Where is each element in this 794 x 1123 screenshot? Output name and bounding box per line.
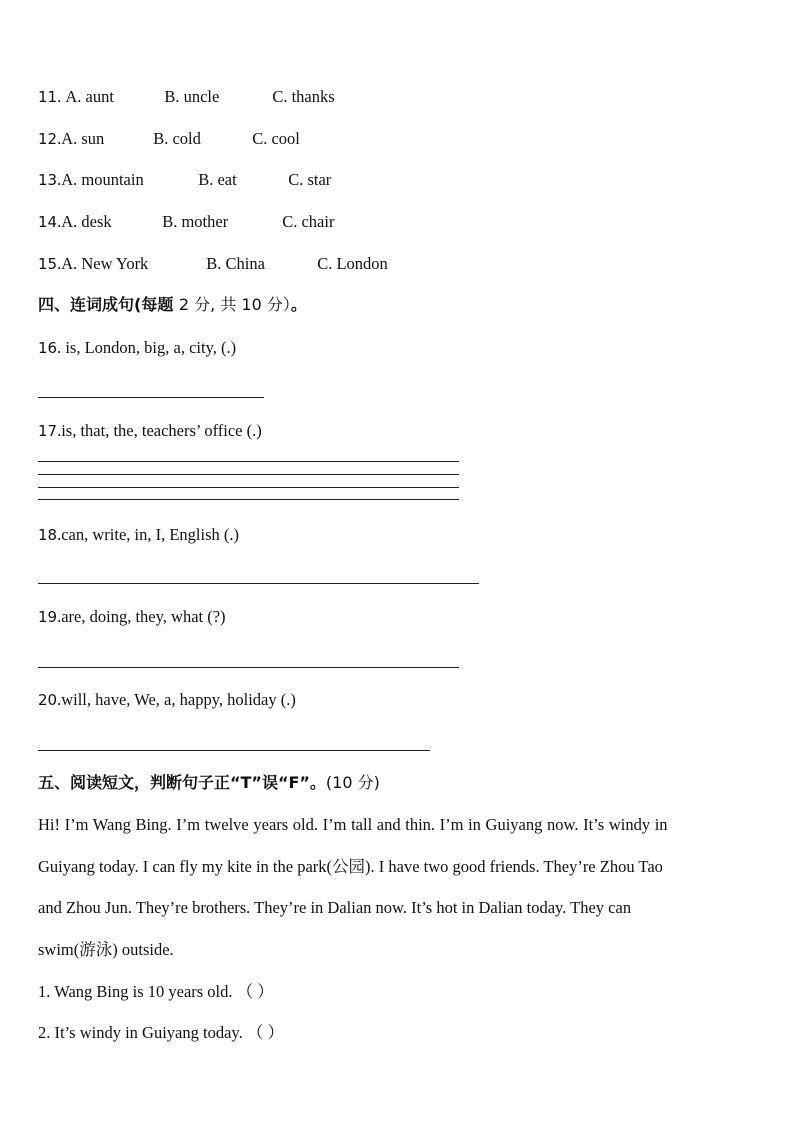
section-5-heading — [38, 772, 380, 794]
question-16 — [38, 337, 236, 359]
question-words: . is, London, big, a, city, (.) — [57, 338, 237, 357]
answer-line[interactable] — [38, 667, 459, 668]
passage-line-2: Guiyang today. I can fly my kite in the park(公园). I have two good friends. They’re Zhou Tao — [38, 857, 663, 876]
question-20 — [38, 689, 296, 711]
answer-line[interactable] — [38, 750, 430, 751]
option-a: A. desk — [61, 212, 112, 231]
question-words: .can, write, in, I, English (.) — [57, 525, 240, 544]
answer-parentheses[interactable]: （ ） — [236, 982, 274, 1001]
question-15 — [38, 253, 388, 275]
question-number: 18 — [38, 526, 58, 544]
option-b: B. uncle — [164, 87, 220, 106]
question-separator: . — [57, 129, 62, 148]
question-separator: . — [57, 87, 66, 106]
question-19 — [38, 606, 226, 628]
option-c: C. cool — [252, 129, 300, 148]
question-number: 13 — [38, 171, 58, 189]
option-a: A. aunt — [65, 87, 114, 106]
question-14 — [38, 211, 334, 233]
option-a: A. sun — [61, 129, 105, 148]
passage-line-1: Hi! I’m Wang Bing. I’m twelve years old. I’m tall and thin. I’m in Guiyang now. It’s windy in — [38, 815, 668, 834]
option-a: A. New York — [61, 254, 149, 273]
answer-line[interactable] — [38, 461, 459, 462]
question-separator: . — [57, 170, 62, 189]
question-number: 11 — [38, 88, 58, 106]
passage-line-3: and Zhou Jun. They’re brothers. They’re in Dalian now. It’s hot in Dalian today. They can — [38, 898, 632, 917]
answer-line[interactable] — [38, 487, 459, 488]
question-number: 14 — [38, 213, 58, 231]
option-b: B. mother — [162, 212, 229, 231]
tf-question-1 — [38, 981, 274, 1003]
question-11 — [38, 86, 335, 108]
answer-line[interactable] — [38, 474, 459, 475]
question-number: 16 — [38, 339, 58, 357]
tf-question-2 — [38, 1022, 284, 1044]
question-13 — [38, 169, 331, 191]
option-b: B. China — [206, 254, 265, 273]
answer-line[interactable] — [38, 397, 264, 398]
answer-line[interactable] — [38, 583, 479, 584]
tf-question-text: 1. Wang Bing is 10 years old. — [38, 982, 233, 1001]
question-separator: . — [57, 254, 62, 273]
option-c: C. London — [317, 254, 388, 273]
option-c: C. thanks — [272, 87, 335, 106]
question-number: 12 — [38, 130, 58, 148]
option-b: B. cold — [153, 129, 201, 148]
question-words: .will, have, We, a, happy, holiday (.) — [57, 690, 296, 709]
answer-line[interactable] — [38, 499, 459, 500]
question-separator: . — [57, 212, 62, 231]
question-17 — [38, 420, 262, 442]
question-18 — [38, 524, 239, 546]
question-words: .are, doing, they, what (?) — [57, 607, 226, 626]
section-4-points: 2 分, 共 10 分） — [178, 295, 291, 314]
section-4-heading — [38, 294, 307, 316]
answer-parentheses[interactable]: （ ） — [246, 1023, 284, 1042]
option-a: A. mountain — [61, 170, 144, 189]
section-5-title: 五、阅读短文，判断句子正“T”误“F”。 — [38, 773, 326, 792]
section-5-points: (10 分) — [325, 773, 380, 792]
question-number: 19 — [38, 608, 58, 626]
section-4-heading-end: 。 — [290, 295, 307, 314]
tf-question-text: 2. It’s windy in Guiyang today. — [38, 1023, 243, 1042]
question-number: 17 — [38, 422, 58, 440]
option-b: B. eat — [198, 170, 237, 189]
question-12 — [38, 128, 300, 150]
question-number: 20 — [38, 691, 58, 709]
section-4-title: 四、连词成句(每题 — [38, 295, 174, 314]
passage-line-4: swim(游泳) outside. — [38, 940, 174, 959]
question-number: 15 — [38, 255, 58, 273]
option-c: C. star — [288, 170, 332, 189]
option-c: C. chair — [282, 212, 335, 231]
question-words: .is, that, the, teachers’ office (.) — [57, 421, 262, 440]
